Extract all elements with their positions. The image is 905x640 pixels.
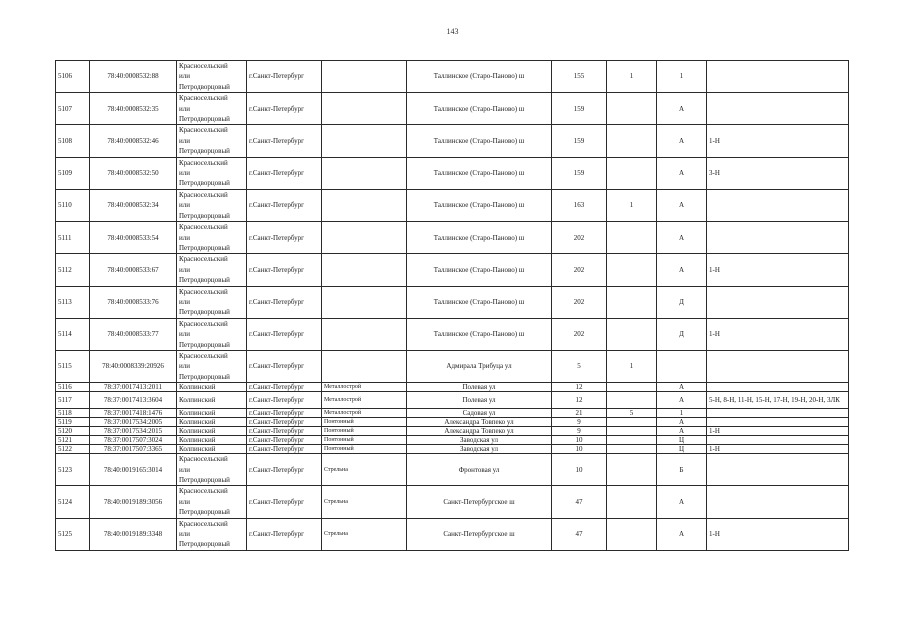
district-line: или bbox=[179, 201, 190, 210]
cadastral-number: 78:37:0017413:3604 bbox=[90, 392, 177, 409]
city-name: г.Санкт-Петербург bbox=[247, 93, 322, 125]
row-number: 5115 bbox=[56, 350, 90, 382]
district-line: Красносельский bbox=[179, 255, 228, 264]
district-line: или bbox=[179, 362, 190, 371]
building-corpus: 1 bbox=[607, 61, 657, 93]
district-name bbox=[177, 445, 247, 454]
building-litera bbox=[657, 350, 707, 382]
row-number: 5114 bbox=[56, 318, 90, 350]
cadastral-number: 78:40:0008533:54 bbox=[90, 222, 177, 254]
house-number: 159 bbox=[552, 125, 607, 157]
house-number: 202 bbox=[552, 222, 607, 254]
district-line: Петродворцовый bbox=[179, 147, 230, 156]
district-line: Красносельский bbox=[179, 190, 228, 199]
table-row bbox=[56, 427, 849, 436]
premises-list: 1-Н bbox=[707, 318, 849, 350]
row-number: 5124 bbox=[56, 486, 90, 518]
row-number: 5108 bbox=[56, 125, 90, 157]
premises-list: 1-Н bbox=[707, 445, 849, 454]
building-corpus bbox=[607, 254, 657, 286]
house-number: 163 bbox=[552, 189, 607, 221]
building-litera: Д bbox=[657, 318, 707, 350]
cadastral-number: 78:37:0017534:2015 bbox=[90, 427, 177, 436]
locality-name bbox=[322, 318, 407, 350]
building-corpus bbox=[607, 318, 657, 350]
row-number: 5112 bbox=[56, 254, 90, 286]
district-name bbox=[177, 350, 247, 382]
street-name: Александра Товпеко ул bbox=[407, 418, 552, 427]
city-name: г.Санкт-Петербург bbox=[247, 222, 322, 254]
city-name: г.Санкт-Петербург bbox=[247, 427, 322, 436]
building-corpus bbox=[607, 427, 657, 436]
premises-list: 1-Н bbox=[707, 125, 849, 157]
city-name: г.Санкт-Петербург bbox=[247, 61, 322, 93]
premises-list bbox=[707, 350, 849, 382]
premises-list bbox=[707, 286, 849, 318]
building-corpus bbox=[607, 445, 657, 454]
row-number: 5120 bbox=[56, 427, 90, 436]
cadastral-number: 78:40:0019165:3014 bbox=[90, 454, 177, 486]
city-name: г.Санкт-Петербург bbox=[247, 318, 322, 350]
cadastral-number: 78:37:0017507:3365 bbox=[90, 445, 177, 454]
district-line: Петродворцовый bbox=[179, 276, 230, 285]
district-name bbox=[177, 436, 247, 445]
table-row bbox=[56, 486, 849, 518]
table-row bbox=[56, 222, 849, 254]
district-line: Красносельский bbox=[179, 94, 228, 103]
city-name: г.Санкт-Петербург bbox=[247, 445, 322, 454]
building-corpus bbox=[607, 93, 657, 125]
building-litera: Ц bbox=[657, 445, 707, 454]
building-litera: Б bbox=[657, 454, 707, 486]
row-number: 5121 bbox=[56, 436, 90, 445]
building-corpus bbox=[607, 125, 657, 157]
district-line: Колпинский bbox=[179, 427, 216, 436]
district-name bbox=[177, 125, 247, 157]
building-litera: А bbox=[657, 222, 707, 254]
cadastral-number: 78:40:0008533:67 bbox=[90, 254, 177, 286]
city-name: г.Санкт-Петербург bbox=[247, 157, 322, 189]
city-name: г.Санкт-Петербург bbox=[247, 436, 322, 445]
row-number: 5111 bbox=[56, 222, 90, 254]
district-name bbox=[177, 518, 247, 550]
building-corpus bbox=[607, 157, 657, 189]
building-litera: А bbox=[657, 383, 707, 392]
building-litera: А bbox=[657, 189, 707, 221]
street-name: Заводская ул bbox=[407, 436, 552, 445]
district-line: Красносельский bbox=[179, 319, 228, 328]
district-name bbox=[177, 427, 247, 436]
street-name: Полевая ул bbox=[407, 383, 552, 392]
city-name: г.Санкт-Петербург bbox=[247, 518, 322, 550]
house-number: 202 bbox=[552, 318, 607, 350]
locality-name: Стрельна bbox=[322, 454, 407, 486]
locality-name bbox=[322, 286, 407, 318]
table-row bbox=[56, 418, 849, 427]
district-line: Петродворцовый bbox=[179, 340, 230, 349]
table-row bbox=[56, 286, 849, 318]
cadastral-number: 78:40:0008533:76 bbox=[90, 286, 177, 318]
house-number: 21 bbox=[552, 409, 607, 418]
locality-name: Понтонный bbox=[322, 418, 407, 427]
building-litera: А bbox=[657, 125, 707, 157]
table-row bbox=[56, 518, 849, 550]
district-name bbox=[177, 392, 247, 409]
district-line: Красносельский bbox=[179, 455, 228, 464]
premises-list bbox=[707, 189, 849, 221]
cadastral-number: 78:37:0017413:2011 bbox=[90, 383, 177, 392]
district-line: или bbox=[179, 72, 190, 81]
district-name bbox=[177, 61, 247, 93]
building-litera: А bbox=[657, 157, 707, 189]
city-name: г.Санкт-Петербург bbox=[247, 189, 322, 221]
district-line: Красносельский bbox=[179, 158, 228, 167]
street-name: Заводская ул bbox=[407, 445, 552, 454]
table-row bbox=[56, 189, 849, 221]
district-line: Колпинский bbox=[179, 445, 216, 454]
row-number: 5118 bbox=[56, 409, 90, 418]
property-registry-table bbox=[55, 60, 849, 551]
building-litera: А bbox=[657, 418, 707, 427]
street-name: Таллинское (Старо-Паново) ш bbox=[407, 189, 552, 221]
cadastral-number: 78:40:0019189:3056 bbox=[90, 486, 177, 518]
city-name: г.Санкт-Петербург bbox=[247, 383, 322, 392]
district-name bbox=[177, 418, 247, 427]
district-name bbox=[177, 383, 247, 392]
district-name bbox=[177, 454, 247, 486]
row-number: 5110 bbox=[56, 189, 90, 221]
locality-name bbox=[322, 189, 407, 221]
street-name: Таллинское (Старо-Паново) ш bbox=[407, 254, 552, 286]
building-litera: Д bbox=[657, 286, 707, 318]
building-corpus bbox=[607, 222, 657, 254]
district-line: или bbox=[179, 233, 190, 242]
house-number: 47 bbox=[552, 486, 607, 518]
table-row bbox=[56, 436, 849, 445]
district-line: или bbox=[179, 169, 190, 178]
premises-list bbox=[707, 222, 849, 254]
city-name: г.Санкт-Петербург bbox=[247, 392, 322, 409]
row-number: 5109 bbox=[56, 157, 90, 189]
cadastral-number: 78:40:0019189:3348 bbox=[90, 518, 177, 550]
building-litera: А bbox=[657, 518, 707, 550]
page-number: 143 bbox=[446, 27, 459, 36]
district-line: или bbox=[179, 530, 190, 539]
street-name: Фронтовая ул bbox=[407, 454, 552, 486]
house-number: 5 bbox=[552, 350, 607, 382]
building-corpus bbox=[607, 486, 657, 518]
row-number: 5107 bbox=[56, 93, 90, 125]
district-line: Красносельский bbox=[179, 223, 228, 232]
street-name: Санкт-Петербургское ш bbox=[407, 486, 552, 518]
city-name: г.Санкт-Петербург bbox=[247, 418, 322, 427]
premises-list bbox=[707, 383, 849, 392]
building-litera: А bbox=[657, 93, 707, 125]
table-row bbox=[56, 254, 849, 286]
district-name bbox=[177, 486, 247, 518]
district-name bbox=[177, 93, 247, 125]
district-name bbox=[177, 286, 247, 318]
district-line: или bbox=[179, 297, 190, 306]
building-corpus: 1 bbox=[607, 350, 657, 382]
locality-name bbox=[322, 350, 407, 382]
district-line: или bbox=[179, 465, 190, 474]
city-name: г.Санкт-Петербург bbox=[247, 286, 322, 318]
city-name: г.Санкт-Петербург bbox=[247, 254, 322, 286]
building-corpus bbox=[607, 454, 657, 486]
row-number: 5113 bbox=[56, 286, 90, 318]
locality-name bbox=[322, 93, 407, 125]
locality-name bbox=[322, 157, 407, 189]
premises-list bbox=[707, 436, 849, 445]
building-corpus bbox=[607, 392, 657, 409]
house-number: 10 bbox=[552, 454, 607, 486]
street-name: Садовая ул bbox=[407, 409, 552, 418]
premises-list bbox=[707, 61, 849, 93]
district-line: Красносельский bbox=[179, 126, 228, 135]
city-name: г.Санкт-Петербург bbox=[247, 454, 322, 486]
district-line: Петродворцовый bbox=[179, 243, 230, 252]
district-line: или bbox=[179, 104, 190, 113]
district-line: или bbox=[179, 265, 190, 274]
locality-name: Понтонный bbox=[322, 427, 407, 436]
locality-name: Металлострой bbox=[322, 383, 407, 392]
table-row bbox=[56, 61, 849, 93]
district-line: Петродворцовый bbox=[179, 476, 230, 484]
locality-name: Стрельна bbox=[322, 518, 407, 550]
district-line: Колпинский bbox=[179, 395, 216, 404]
building-corpus: 1 bbox=[607, 189, 657, 221]
house-number: 159 bbox=[552, 93, 607, 125]
premises-list bbox=[707, 93, 849, 125]
house-number: 9 bbox=[552, 427, 607, 436]
street-name: Таллинское (Старо-Паново) ш bbox=[407, 318, 552, 350]
cadastral-number: 78:40:0008533:77 bbox=[90, 318, 177, 350]
district-name bbox=[177, 157, 247, 189]
registry-body bbox=[56, 61, 849, 551]
street-name: Санкт-Петербургское ш bbox=[407, 518, 552, 550]
city-name: г.Санкт-Петербург bbox=[247, 125, 322, 157]
premises-list: 1-Н bbox=[707, 518, 849, 550]
district-line: Петродворцовый bbox=[179, 115, 230, 124]
house-number: 159 bbox=[552, 157, 607, 189]
locality-name: Понтонный bbox=[322, 445, 407, 454]
premises-list bbox=[707, 409, 849, 418]
district-line: Петродворцовый bbox=[179, 308, 230, 317]
building-litera: 1 bbox=[657, 409, 707, 418]
premises-list bbox=[707, 418, 849, 427]
building-corpus bbox=[607, 383, 657, 392]
building-litera: А bbox=[657, 486, 707, 518]
house-number: 47 bbox=[552, 518, 607, 550]
cadastral-number: 78:40:0008532:50 bbox=[90, 157, 177, 189]
house-number: 202 bbox=[552, 254, 607, 286]
district-name bbox=[177, 222, 247, 254]
table-row bbox=[56, 93, 849, 125]
locality-name bbox=[322, 222, 407, 254]
district-line: Колпинский bbox=[179, 383, 216, 392]
building-corpus: 5 bbox=[607, 409, 657, 418]
building-corpus bbox=[607, 436, 657, 445]
cadastral-number: 78:37:0017534:2005 bbox=[90, 418, 177, 427]
district-line: Красносельский bbox=[179, 287, 228, 296]
house-number: 12 bbox=[552, 383, 607, 392]
street-name: Полевая ул bbox=[407, 392, 552, 409]
street-name: Таллинское (Старо-Паново) ш bbox=[407, 157, 552, 189]
house-number: 10 bbox=[552, 436, 607, 445]
row-number: 5106 bbox=[56, 61, 90, 93]
house-number: 155 bbox=[552, 61, 607, 93]
cadastral-number: 78:37:0017507:3024 bbox=[90, 436, 177, 445]
building-litera: А bbox=[657, 427, 707, 436]
locality-name: Металлострой bbox=[322, 392, 407, 409]
district-line: Колпинский bbox=[179, 409, 216, 418]
house-number: 12 bbox=[552, 392, 607, 409]
table-row bbox=[56, 318, 849, 350]
premises-list: 1-Н bbox=[707, 427, 849, 436]
premises-list bbox=[707, 454, 849, 486]
street-name: Таллинское (Старо-Паново) ш bbox=[407, 93, 552, 125]
district-line: или bbox=[179, 497, 190, 506]
district-line: Красносельский bbox=[179, 351, 228, 360]
district-line: Петродворцовый bbox=[179, 508, 230, 517]
row-number: 5123 bbox=[56, 454, 90, 486]
locality-name: Стрельна bbox=[322, 486, 407, 518]
table-row bbox=[56, 157, 849, 189]
district-line: Петродворцовый bbox=[179, 540, 230, 549]
locality-name bbox=[322, 125, 407, 157]
table-row bbox=[56, 125, 849, 157]
building-litera: А bbox=[657, 392, 707, 409]
district-line: Колпинский bbox=[179, 436, 216, 445]
building-litera: А bbox=[657, 254, 707, 286]
district-line: Красносельский bbox=[179, 62, 228, 70]
table-row bbox=[56, 392, 849, 409]
row-number: 5116 bbox=[56, 383, 90, 392]
cadastral-number: 78:40:0008532:35 bbox=[90, 93, 177, 125]
district-name bbox=[177, 189, 247, 221]
row-number: 5125 bbox=[56, 518, 90, 550]
table-row bbox=[56, 454, 849, 486]
street-name: Таллинское (Старо-Паново) ш bbox=[407, 286, 552, 318]
district-line: Красносельский bbox=[179, 487, 228, 496]
row-number: 5119 bbox=[56, 418, 90, 427]
house-number: 10 bbox=[552, 445, 607, 454]
cadastral-number: 78:40:0008532:34 bbox=[90, 189, 177, 221]
table-row bbox=[56, 445, 849, 454]
locality-name: Понтонный bbox=[322, 436, 407, 445]
city-name: г.Санкт-Петербург bbox=[247, 350, 322, 382]
building-litera: Ц bbox=[657, 436, 707, 445]
cadastral-number: 78:40:0008339:20926 bbox=[90, 350, 177, 382]
city-name: г.Санкт-Петербург bbox=[247, 486, 322, 518]
cadastral-number: 78:40:0008532:46 bbox=[90, 125, 177, 157]
locality-name bbox=[322, 254, 407, 286]
district-name bbox=[177, 409, 247, 418]
district-line: Петродворцовый bbox=[179, 179, 230, 188]
cadastral-number: 78:40:0008532:88 bbox=[90, 61, 177, 93]
street-name: Александра Товпеко ул bbox=[407, 427, 552, 436]
building-litera: 1 bbox=[657, 61, 707, 93]
building-corpus bbox=[607, 418, 657, 427]
district-name bbox=[177, 318, 247, 350]
city-name: г.Санкт-Петербург bbox=[247, 409, 322, 418]
district-line: или bbox=[179, 136, 190, 145]
district-line: Красносельский bbox=[179, 519, 228, 528]
table-row bbox=[56, 350, 849, 382]
premises-list: 3-Н bbox=[707, 157, 849, 189]
table-row bbox=[56, 383, 849, 392]
building-corpus bbox=[607, 518, 657, 550]
premises-list bbox=[707, 486, 849, 518]
house-number: 9 bbox=[552, 418, 607, 427]
district-line: Колпинский bbox=[179, 418, 216, 427]
locality-name: Металлострой bbox=[322, 409, 407, 418]
district-line: Петродворцовый bbox=[179, 372, 230, 381]
street-name: Таллинское (Старо-Паново) ш bbox=[407, 61, 552, 93]
district-line: Петродворцовый bbox=[179, 211, 230, 220]
street-name: Адмирала Трибуца ул bbox=[407, 350, 552, 382]
row-number: 5122 bbox=[56, 445, 90, 454]
premises-list: 5-Н, 8-Н, 11-Н, 15-Н, 17-Н, 19-Н, 20-Н, 3ЛК bbox=[707, 392, 849, 409]
street-name: Таллинское (Старо-Паново) ш bbox=[407, 222, 552, 254]
table-row bbox=[56, 409, 849, 418]
house-number: 202 bbox=[552, 286, 607, 318]
district-name bbox=[177, 254, 247, 286]
locality-name bbox=[322, 61, 407, 93]
premises-list: 1-Н bbox=[707, 254, 849, 286]
cadastral-number: 78:37:0017418:1476 bbox=[90, 409, 177, 418]
district-line: Петродворцовый bbox=[179, 82, 230, 91]
district-line: или bbox=[179, 330, 190, 339]
building-corpus bbox=[607, 286, 657, 318]
row-number: 5117 bbox=[56, 392, 90, 409]
street-name: Таллинское (Старо-Паново) ш bbox=[407, 125, 552, 157]
